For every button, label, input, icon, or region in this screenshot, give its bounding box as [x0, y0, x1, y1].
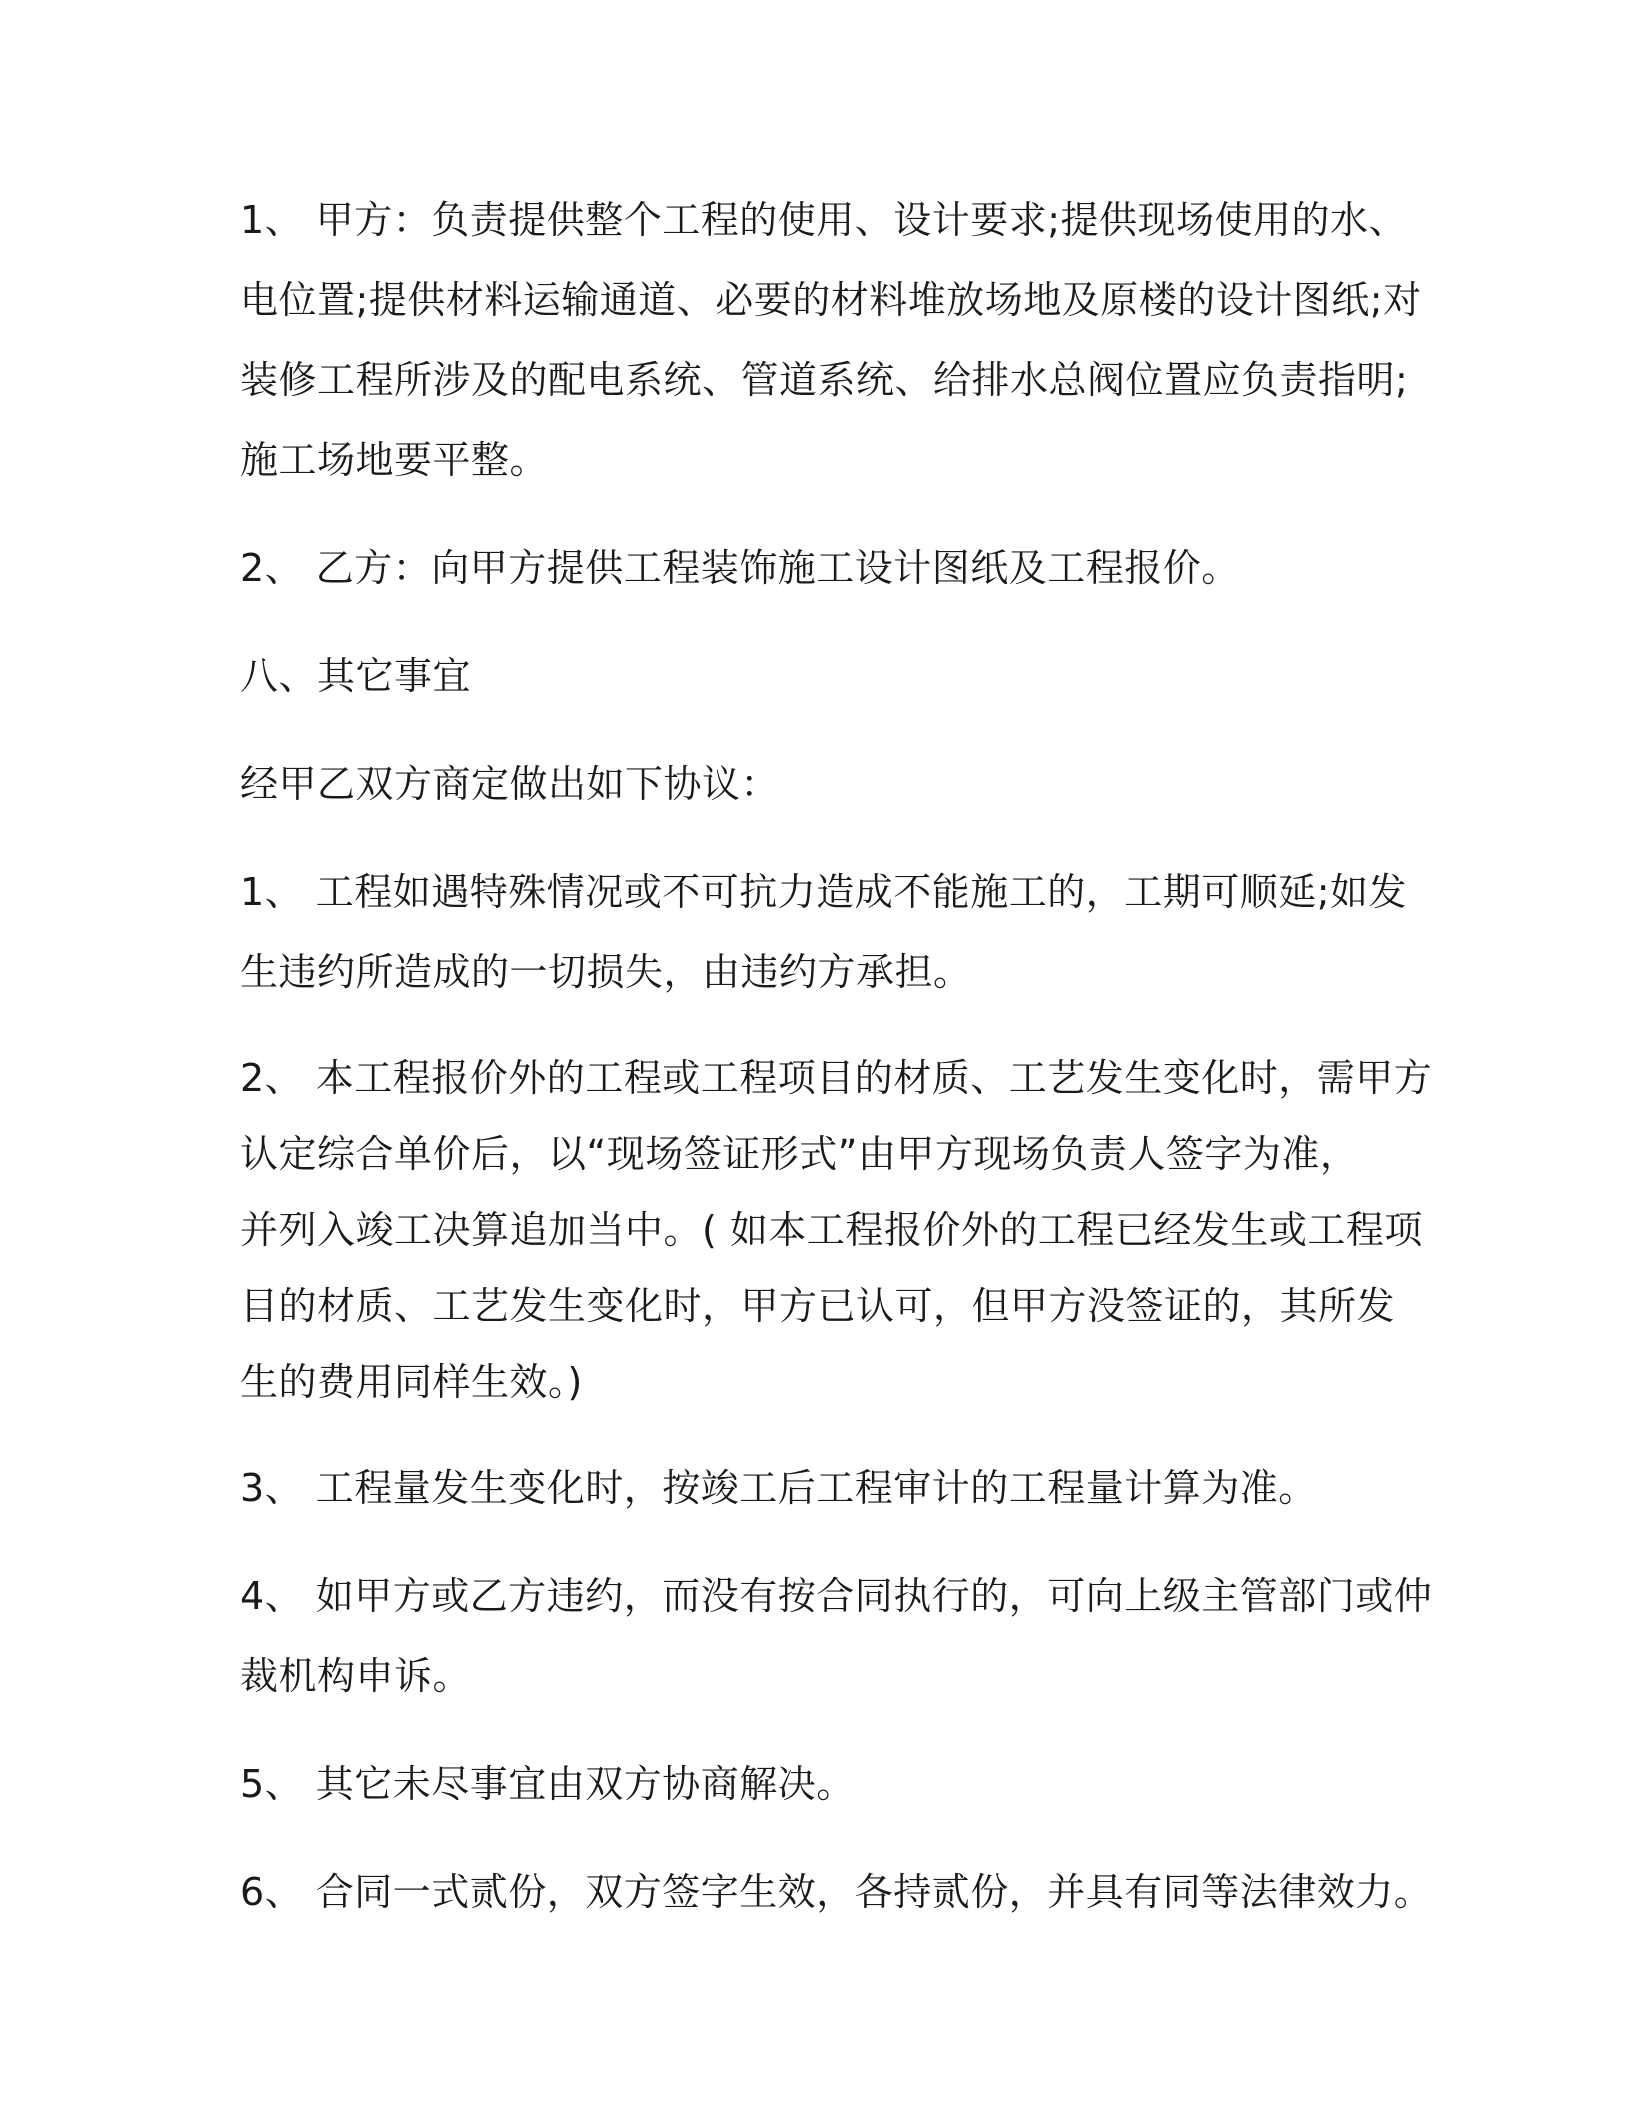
agreement-item-2: [240, 1040, 1433, 1420]
agreement-item-1: [240, 852, 1410, 1012]
section-title: 八、其它事宜: [240, 654, 472, 698]
text-line: 电位置;提供材料运输通道、必要的材料堆放场地及原楼的设计图纸;对: [240, 278, 1422, 322]
clause-party-a: [240, 180, 1422, 500]
text-line: 5、 其它未尽事宜由双方协商解决。: [240, 1762, 855, 1806]
text-line: 1、 工程如遇特殊情况或不可抗力造成不能施工的，工期可顺延;如发: [240, 870, 1408, 914]
text-line: 装修工程所涉及的配电系统、管道系统、给排水总阀位置应负责指明;: [240, 358, 1409, 402]
clause-party-b: [240, 528, 1410, 608]
text-line: 1、 甲方：负责提供整个工程的使用、设计要求;提供现场使用的水、: [240, 198, 1408, 242]
text-line: 裁机构申诉。: [240, 1654, 472, 1698]
text-line: 2、 乙方：向甲方提供工程装饰施工设计图纸及工程报价。: [240, 546, 1240, 590]
agreement-item-5: [240, 1744, 1410, 1824]
agreement-item-4: [240, 1556, 1433, 1716]
text-line: 生的费用同样生效。): [240, 1360, 583, 1404]
text-line: 施工场地要平整。: [240, 438, 549, 482]
text-line: 4、 如甲方或乙方违约，而没有按合同执行的，可向上级主管部门或仲: [240, 1574, 1433, 1618]
text-line: 6、 合同一式贰份，双方签字生效，各持贰份，并具有同等法律效力。: [240, 1870, 1433, 1914]
text-line: 生违约所造成的一切损失，由违约方承担。: [240, 950, 972, 994]
text-line: 认定综合单价后，以“现场签证形式”由甲方现场负责人签字为准，: [240, 1132, 1359, 1176]
text-line: 并列入竣工决算追加当中。( 如本工程报价外的工程已经发生或工程项: [240, 1208, 1423, 1252]
agreement-intro: [240, 744, 1410, 824]
agreement-item-3: [240, 1448, 1410, 1528]
section-heading: [240, 636, 1410, 716]
text-line: 2、 本工程报价外的工程或工程项目的材质、工艺发生变化时，需甲方: [240, 1056, 1433, 1100]
text-line: 3、 工程量发生变化时，按竣工后工程审计的工程量计算为准。: [240, 1466, 1317, 1510]
document-body: [240, 180, 1433, 1960]
agreement-item-6: [240, 1852, 1433, 1932]
text-line: 经甲乙双方商定做出如下协议：: [240, 762, 780, 806]
text-line: 目的材质、工艺发生变化时，甲方已认可，但甲方没签证的，其所发: [240, 1284, 1396, 1328]
